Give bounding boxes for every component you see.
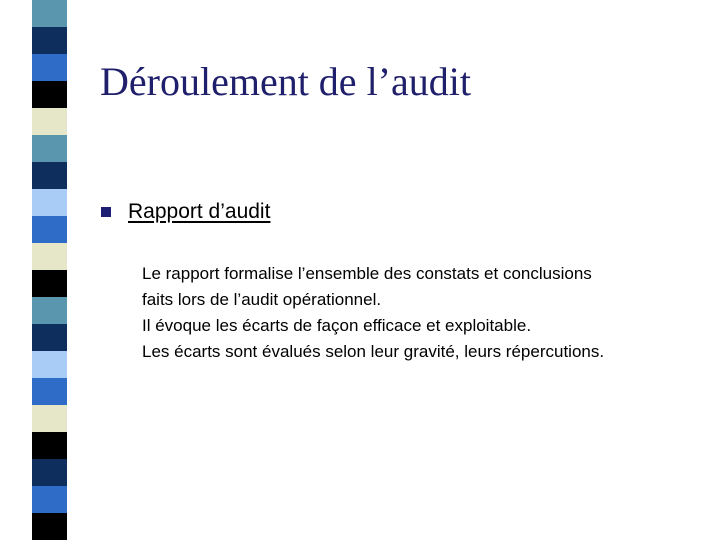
bullet-text: Rapport d’audit xyxy=(128,200,271,223)
paragraph-line: faits lors de l’audit opérationnel. xyxy=(142,290,382,309)
stripe-block xyxy=(32,189,67,216)
decorative-stripe xyxy=(32,0,67,540)
stripe-block xyxy=(32,297,67,324)
bullet-item xyxy=(101,200,270,224)
stripe-block xyxy=(32,432,67,459)
stripe-block xyxy=(32,351,67,378)
stripe-block xyxy=(32,162,67,189)
stripe-block xyxy=(32,135,67,162)
slide-title: Déroulement de l’audit xyxy=(100,59,471,104)
paragraph-line: Le rapport formalise l’ensemble des constats et conclusions xyxy=(142,264,592,283)
stripe-block xyxy=(32,324,67,351)
stripe-block xyxy=(32,216,67,243)
stripe-block xyxy=(32,378,67,405)
stripe-block xyxy=(32,54,67,81)
stripe-block xyxy=(32,108,67,135)
body-paragraph xyxy=(142,261,702,365)
square-bullet-icon xyxy=(101,207,111,217)
stripe-block xyxy=(32,270,67,297)
stripe-block xyxy=(32,459,67,486)
paragraph-line: Les écarts sont évalués selon leur gravité, leurs répercutions. xyxy=(142,342,605,361)
stripe-block xyxy=(32,81,67,108)
paragraph-line: Il évoque les écarts de façon efficace et exploitable. xyxy=(142,316,532,335)
stripe-block xyxy=(32,486,67,513)
stripe-block xyxy=(32,0,67,27)
stripe-block xyxy=(32,243,67,270)
stripe-block xyxy=(32,27,67,54)
stripe-block xyxy=(32,405,67,432)
stripe-block xyxy=(32,513,67,540)
